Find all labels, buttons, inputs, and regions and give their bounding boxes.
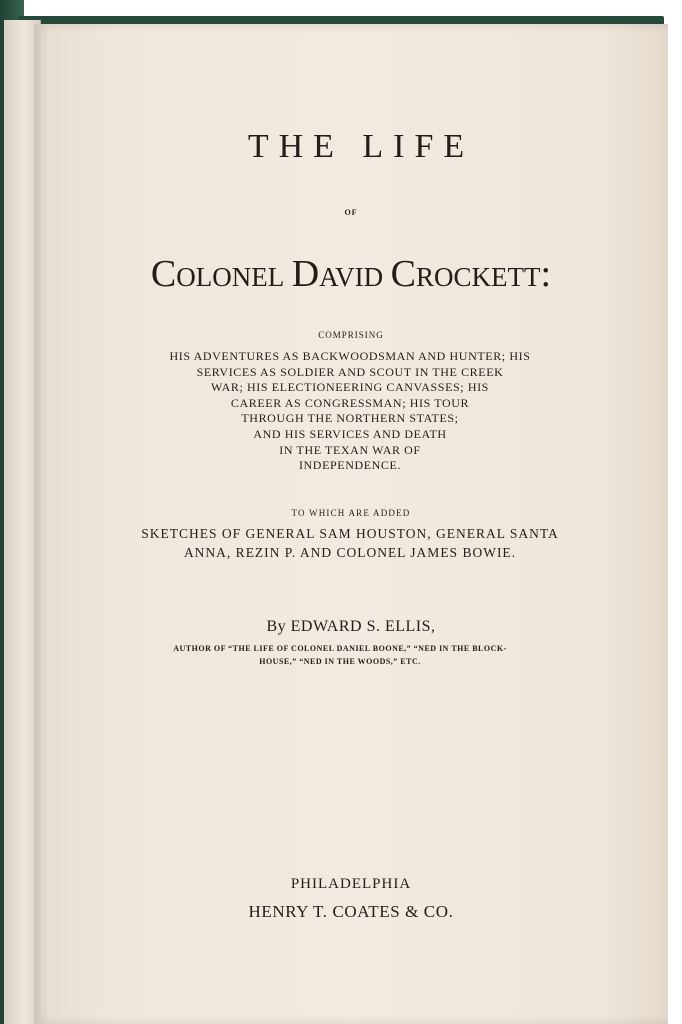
author-note [100,642,580,668]
book-title: THE LIFE [247,128,475,165]
description-line: CAREER AS CONGRESSMAN; HIS TOUR [230,395,470,410]
description-line: HIS ADVENTURES AS BACKWOODSMAN AND HUNTER; HIS [169,349,531,363]
description-line: WAR; HIS ELECTIONEERING CANVASSES; HIS [211,380,489,395]
added-label: TO WHICH ARE ADDED [291,508,411,518]
sketches-line: ANNA, REZIN P. AND COLONEL JAMES BOWIE. [183,545,517,560]
sketches-description [80,524,620,562]
title-connector: OF [344,208,358,217]
contents-description [110,349,590,474]
publisher-city: PHILADELPHIA [290,876,412,892]
description-line: INDEPENDENCE. [298,458,402,473]
publisher-name: HENRY T. COATES & CO. [248,902,454,921]
comprising-label: COMPRISING [318,330,384,340]
description-line: IN THE TEXAN WAR OF [279,442,421,457]
book-subject: Colonel David Crockett: [150,253,552,295]
description-line: AND HIS SERVICES AND DEATH [253,426,447,441]
description-line: THROUGH THE NORTHERN STATES; [241,411,459,426]
author-note-line: HOUSE,” “NED IN THE WOODS,” ETC. [259,657,421,666]
description-line: SERVICES AS SOLDIER AND SCOUT IN THE CREEK [196,364,504,379]
author-byline: By EDWARD S. ELLIS, [266,618,436,635]
sketches-line: SKETCHES OF GENERAL SAM HOUSTON, GENERAL SANTA [141,526,559,541]
author-note-line: AUTHOR OF “THE LIFE OF COLONEL DANIEL BOONE,” “NED IN THE BLOCK- [173,644,507,653]
